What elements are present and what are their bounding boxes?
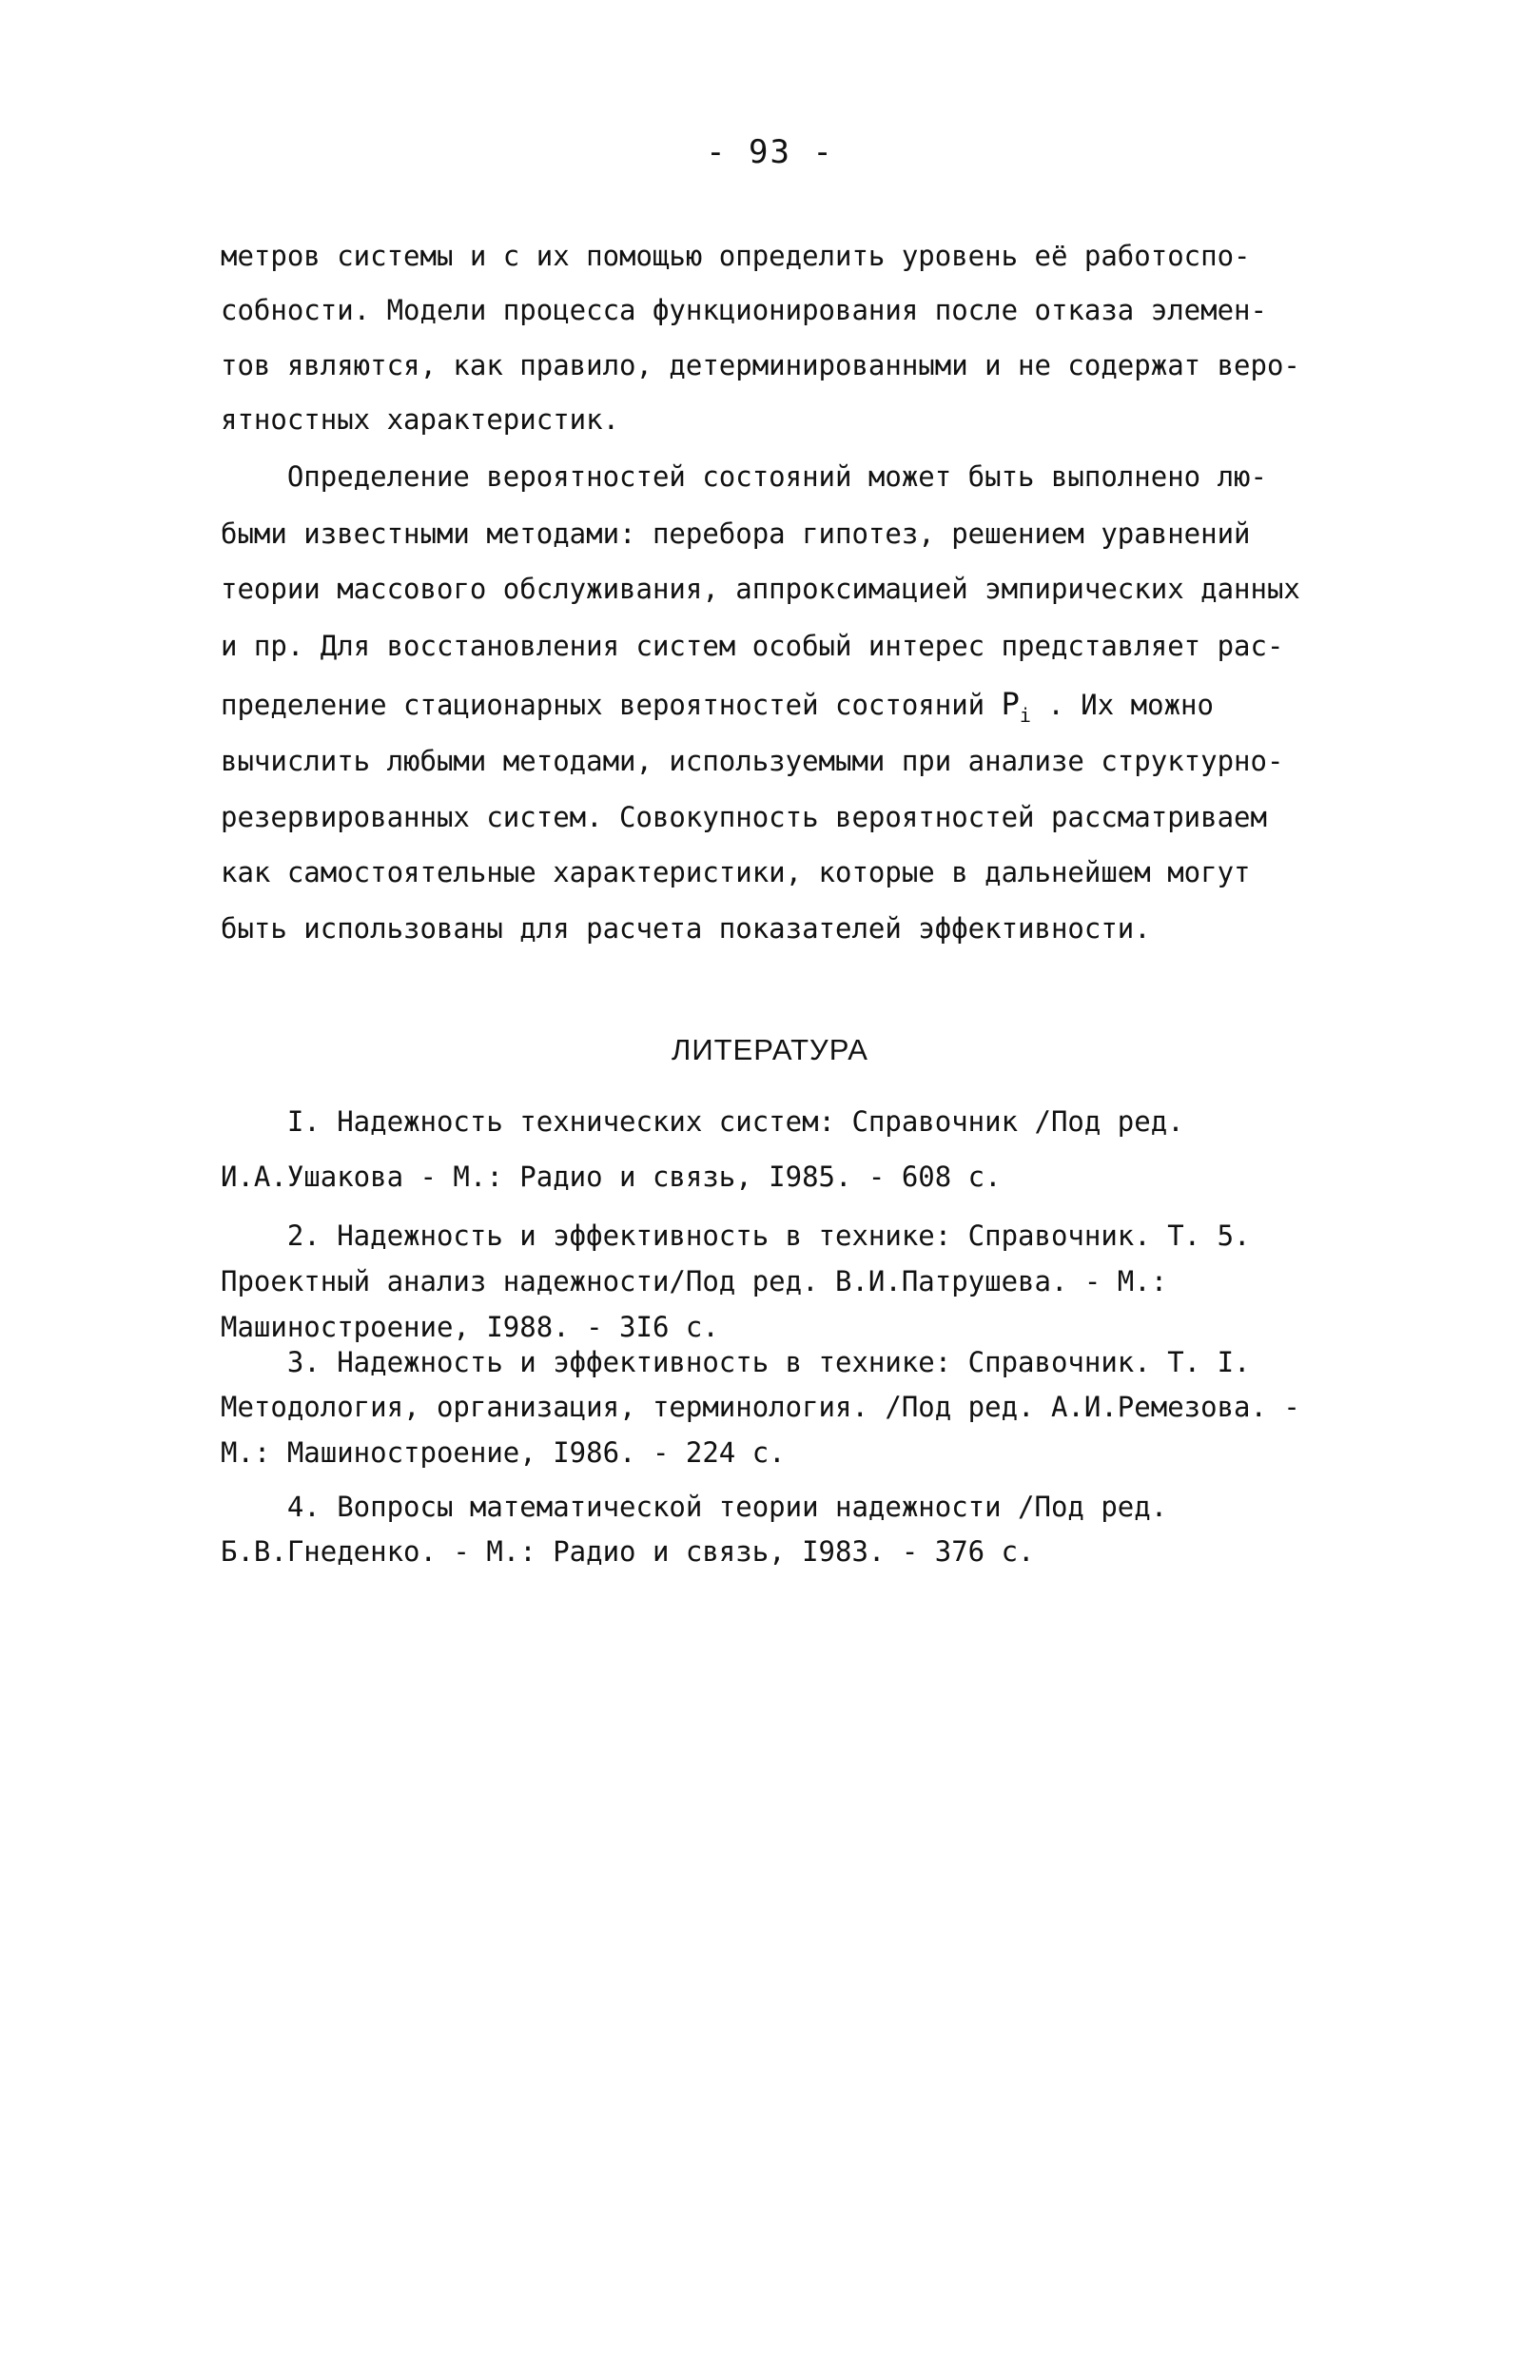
- reference-line: Методология, организация, терминология. /Под ред. А.И.Ремезова. -: [221, 1391, 1300, 1423]
- symbol-subscript: i: [1019, 704, 1031, 727]
- paragraph-text: . Их можно: [1030, 689, 1214, 721]
- paragraph-line: и пр. Для восстановления систем особый интерес представляет рас-: [221, 630, 1284, 662]
- symbol-base: P: [1001, 686, 1020, 722]
- reference-line: Машиностроение, I988. - 3I6 с.: [221, 1311, 719, 1343]
- paragraph-line: как самостоятельные характеристики, которые в дальнейшем могут: [221, 856, 1251, 888]
- reference-line: Б.В.Гнеденко. - М.: Радио и связь, I983. - 376 с.: [221, 1535, 1035, 1568]
- reference-line: Проектный анализ надежности/Под ред. В.И.Патрушева. - М.:: [221, 1265, 1168, 1297]
- page-number: - 93 -: [706, 133, 834, 171]
- paragraph-line: собности. Модели процесса функционирования после отказа элемен-: [221, 294, 1267, 326]
- paragraph-line: вычислить любыми методами, используемыми при анализе структурно-: [221, 745, 1284, 777]
- literature-heading: ЛИТЕРАТУРА: [671, 1033, 868, 1066]
- paragraph-line: быть использованы для расчета показателей эффективности.: [221, 912, 1151, 945]
- reference-line: 2. Надежность и эффективность в технике: Справочник. Т. 5.: [221, 1219, 1251, 1252]
- reference-line: 3. Надежность и эффективность в технике: Справочник. Т. I.: [221, 1346, 1251, 1378]
- paragraph-line: теории массового обслуживания, аппроксимацией эмпирических данных: [221, 573, 1300, 605]
- reference-line: М.: Машиностроение, I986. - 224 с.: [221, 1436, 786, 1469]
- paragraph-line: быми известными методами: перебора гипотез, решением уравнений: [221, 517, 1251, 550]
- paragraph-text: пределение стационарных вероятностей состояний: [221, 689, 1002, 721]
- paragraph-line: резервированных систем. Совокупность вероятностей рассматриваем: [221, 801, 1267, 833]
- paragraph-line: Определение вероятностей состояний может быть выполнено лю-: [221, 460, 1267, 493]
- reference-line: I. Надежность технических систем: Справочник /Под ред.: [221, 1105, 1184, 1138]
- paragraph-line: тов являются, как правило, детерминированными и не содержат веро-: [221, 349, 1300, 381]
- paragraph-line-with-formula: [221, 686, 1214, 727]
- reference-line: И.А.Ушакова - М.: Радио и связь, I985. - 608 с.: [221, 1161, 1002, 1193]
- probability-symbol: [1001, 686, 1031, 727]
- paragraph-line: ятностных характеристик.: [221, 403, 620, 436]
- paragraph-line: метров системы и с их помощью определить уровень её работоспо-: [221, 240, 1251, 272]
- reference-line: 4. Вопросы математической теории надежности /Под ред.: [221, 1491, 1168, 1523]
